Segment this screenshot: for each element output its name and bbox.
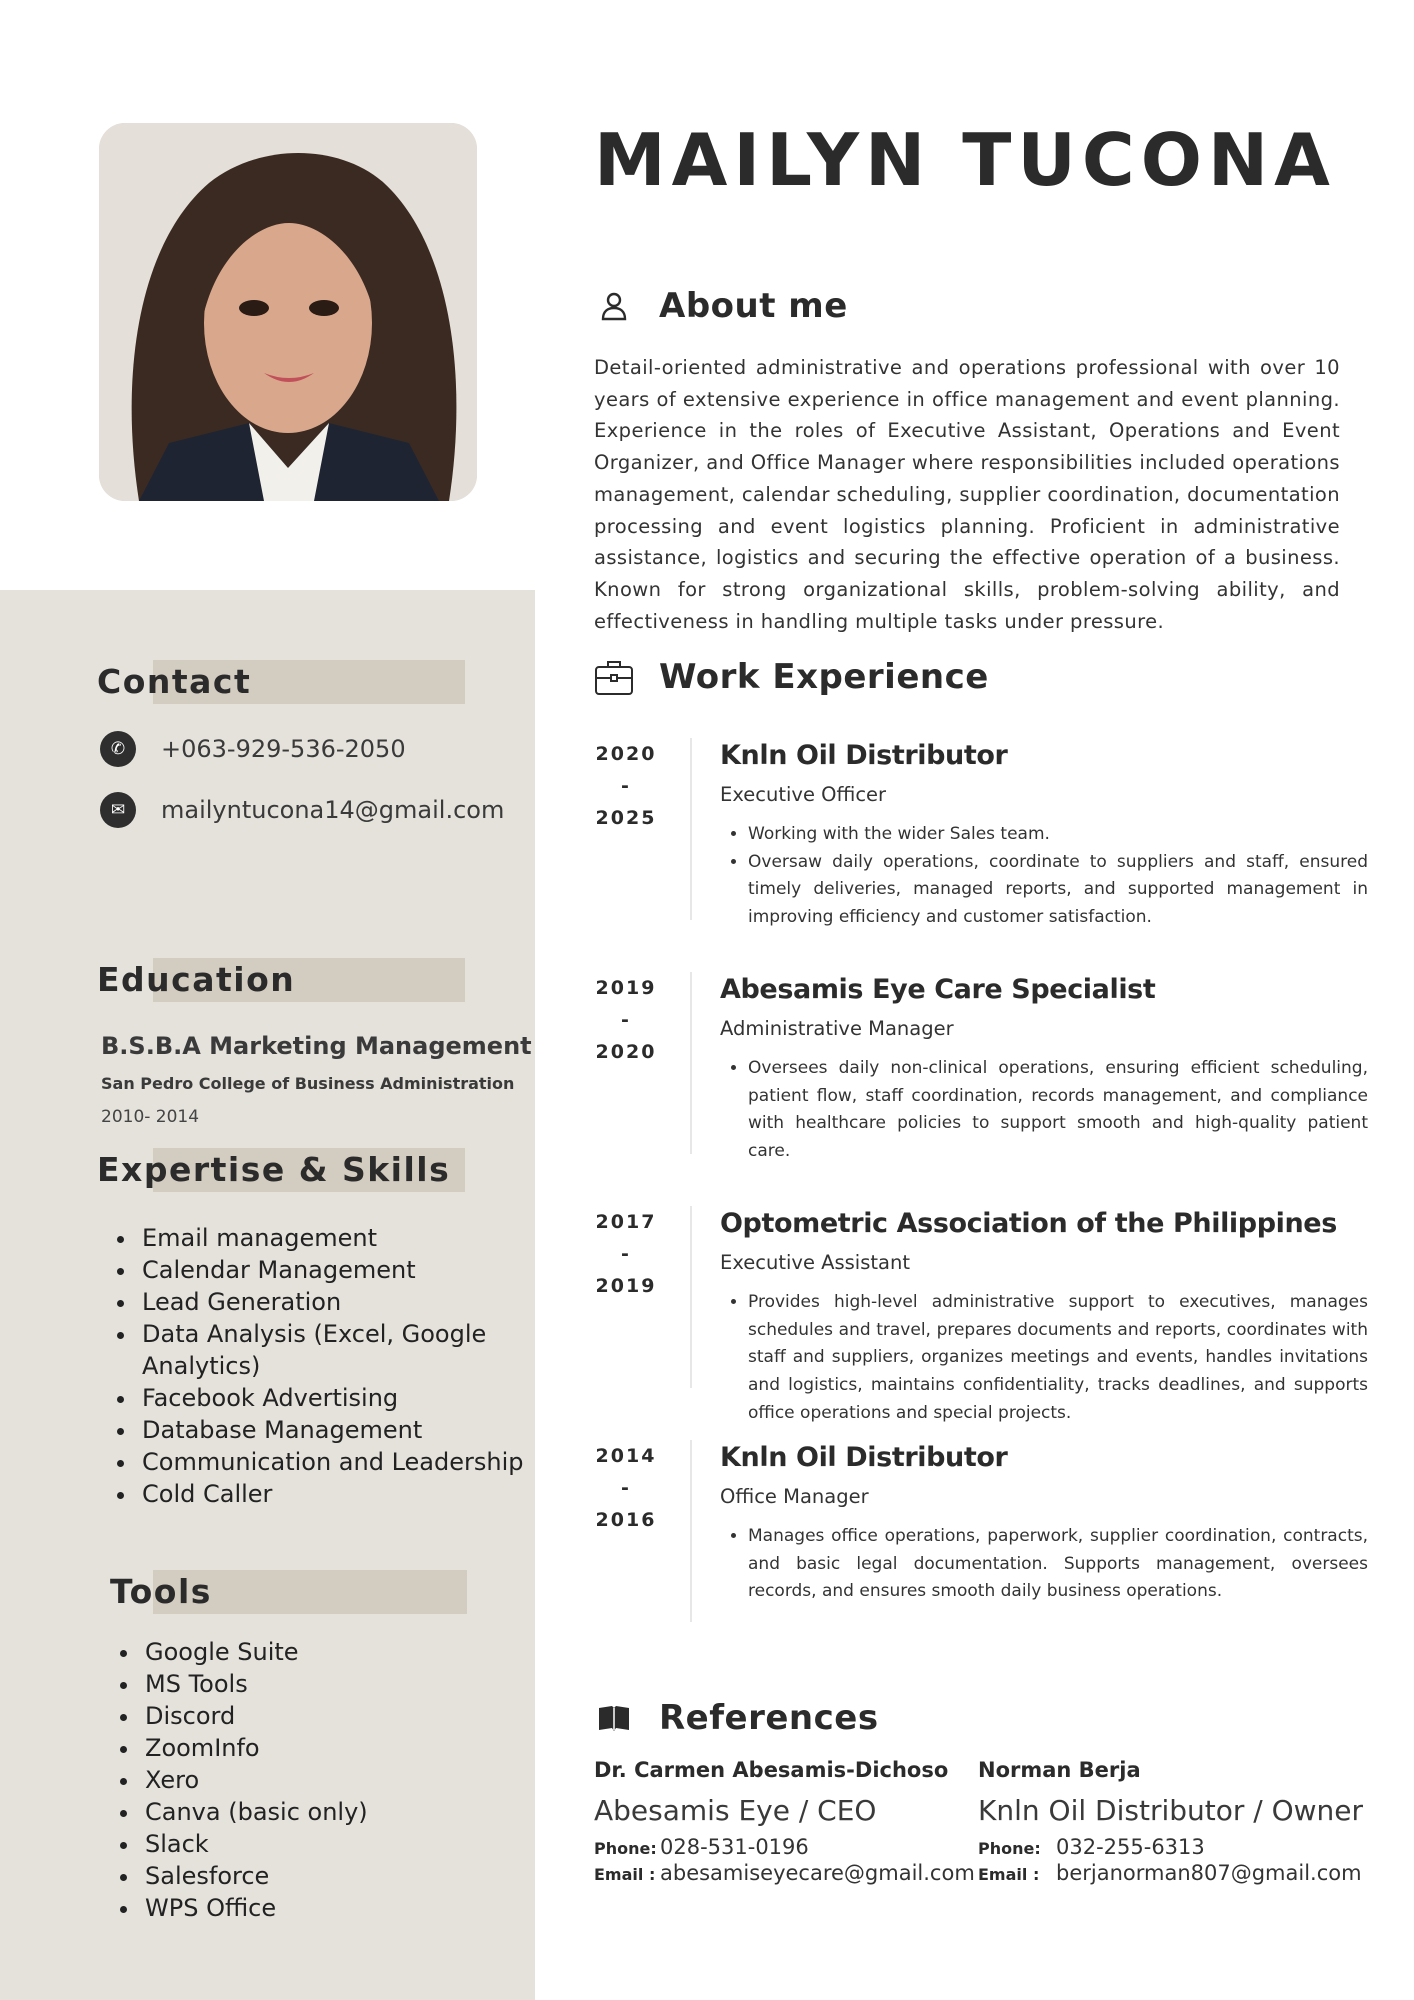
list-item: • ZoomInfo xyxy=(141,1732,521,1764)
reference-phone: 028-531-0196 xyxy=(660,1835,809,1859)
list-item: • Calendar Management xyxy=(138,1254,538,1286)
job-bullets xyxy=(720,821,1368,932)
references-heading: References xyxy=(659,1698,879,1738)
job-end-year: 2025 xyxy=(595,807,657,829)
job-bullets xyxy=(720,1523,1368,1606)
list-item: • Salesforce xyxy=(141,1860,521,1892)
list-item: • Manages office operations, paperwork, supplier coordination, contracts, and basic legal documentation. Supports management, oversees records, and ensures smooth daily business operations. xyxy=(748,1523,1368,1606)
list-item: • Cold Caller xyxy=(138,1478,538,1510)
list-item: • Lead Generation xyxy=(138,1286,538,1318)
year-separator: - xyxy=(621,1243,631,1265)
reference-email: abesamiseyecare@gmail.com xyxy=(660,1861,975,1885)
about-heading: About me xyxy=(659,286,848,326)
job-years xyxy=(580,972,672,1068)
list-item: • Discord xyxy=(141,1700,521,1732)
skills-heading: Expertise & Skills xyxy=(97,1150,451,1189)
reference-card xyxy=(594,1758,975,1885)
contact-email-row xyxy=(100,792,504,828)
list-item: • Google Suite xyxy=(141,1636,521,1668)
list-item: • Database Management xyxy=(138,1414,538,1446)
job-start-year: 2014 xyxy=(595,1445,657,1467)
contact-heading-block xyxy=(97,660,467,704)
reference-org: Knln Oil Distributor / Owner xyxy=(978,1794,1364,1827)
list-item: • Facebook Advertising xyxy=(138,1382,538,1414)
education-school: San Pedro College of Business Administration xyxy=(101,1074,515,1093)
work-heading: Work Experience xyxy=(659,657,989,697)
timeline-line xyxy=(690,1440,692,1622)
skills-heading-block xyxy=(97,1148,467,1192)
education-years: 2010- 2014 xyxy=(101,1107,200,1127)
year-separator: - xyxy=(621,1009,631,1031)
job-start-year: 2019 xyxy=(595,977,657,999)
list-item: • WPS Office xyxy=(141,1892,521,1924)
list-item: • Canva (basic only) xyxy=(141,1796,521,1828)
list-item: • Slack xyxy=(141,1828,521,1860)
tools-heading-block xyxy=(110,1570,467,1614)
list-item: • Email management xyxy=(138,1222,538,1254)
education-heading: Education xyxy=(97,960,296,999)
reference-name: Dr. Carmen Abesamis-Dichoso xyxy=(594,1758,949,1782)
job-role: Executive Officer xyxy=(720,783,887,806)
job-company: Knln Oil Distributor xyxy=(720,740,1008,771)
phone-icon: ✆ xyxy=(100,731,136,767)
year-separator: - xyxy=(621,775,631,797)
page-title: MAILYN TUCONA xyxy=(594,118,1336,202)
list-item: • Data Analysis (Excel, Google Analytics) xyxy=(138,1318,538,1382)
skills-list xyxy=(101,1222,538,1510)
job-role: Administrative Manager xyxy=(720,1017,954,1040)
email-label: Email : xyxy=(978,1865,1040,1884)
list-item: • Provides high-level administrative support to executives, manages schedules and travel, prepares documents and reports, coordinates with staff and suppliers, organizes meetings and events, handles invitations and logistics, maintains confidentiality, tracks deadlines, and supports office operations and special projects. xyxy=(748,1289,1368,1428)
job-bullets xyxy=(720,1055,1368,1166)
phone-label: Phone: xyxy=(978,1839,1041,1858)
education-degree: B.S.B.A Marketing Management xyxy=(101,1032,532,1060)
reference-phone-row xyxy=(594,1835,975,1859)
timeline-line xyxy=(690,1206,692,1388)
list-item: • Oversees daily non-clinical operations, ensuring efficient scheduling, patient flow, staff coordination, records management, and compliance with healthcare policies to support smooth and high-quality patient care. xyxy=(748,1055,1368,1166)
job-end-year: 2019 xyxy=(595,1275,657,1297)
job-company: Optometric Association of the Philippines xyxy=(720,1208,1337,1239)
reference-name: Norman Berja xyxy=(978,1758,1141,1782)
year-separator: - xyxy=(621,1477,631,1499)
reference-email-row xyxy=(594,1861,975,1885)
briefcase-icon xyxy=(594,657,634,697)
contact-phone-row xyxy=(100,731,406,767)
contact-phone: +063-929-536-2050 xyxy=(161,735,406,763)
job-years xyxy=(580,1206,672,1302)
timeline-line xyxy=(690,738,692,920)
job-years xyxy=(580,1440,672,1536)
job-end-year: 2016 xyxy=(595,1509,657,1531)
list-item: • Communication and Leadership xyxy=(138,1446,538,1478)
job-company: Knln Oil Distributor xyxy=(720,1442,1008,1473)
list-item: • MS Tools xyxy=(141,1668,521,1700)
contact-email: mailyntucona14@gmail.com xyxy=(161,796,505,824)
job-start-year: 2020 xyxy=(595,743,657,765)
reference-card xyxy=(978,1758,1363,1885)
education-heading-block xyxy=(97,958,467,1002)
email-icon: ✉ xyxy=(100,792,136,828)
list-item: • Oversaw daily operations, coordinate to suppliers and staff, ensured timely deliveries, managed reports, and supported management in improving efficiency and customer satisfaction. xyxy=(748,849,1368,932)
job-company: Abesamis Eye Care Specialist xyxy=(720,974,1156,1005)
timeline-line xyxy=(690,972,692,1154)
job-entry xyxy=(580,738,1368,928)
job-entry xyxy=(580,1440,1368,1630)
reference-email-row xyxy=(978,1861,1363,1885)
reference-phone: 032-255-6313 xyxy=(1056,1835,1205,1859)
job-end-year: 2020 xyxy=(595,1041,657,1063)
book-icon xyxy=(594,1698,634,1738)
job-start-year: 2017 xyxy=(595,1211,657,1233)
job-role: Office Manager xyxy=(720,1485,869,1508)
email-label: Email : xyxy=(594,1865,656,1884)
about-text: Detail-oriented administrative and operations professional with over 10 years of extensive experience in office management and event planning. Experience in the roles of Executive Assistant, Operations and Event Organizer, and Office Manager where responsibilities included operations management, calendar scheduling, supplier coordination, documentation processing and event logistics planning. Proficient in administrative assistance, logistics and securing the effective operation of a business. Known for strong organizational skills, problem-solving ability, and effectiveness in handling multiple tasks under pressure. xyxy=(594,356,1340,633)
phone-label: Phone: xyxy=(594,1839,657,1858)
job-bullets xyxy=(720,1289,1368,1428)
about-heading-block xyxy=(594,286,848,326)
reference-org: Abesamis Eye / CEO xyxy=(594,1794,877,1827)
reference-phone-row xyxy=(978,1835,1363,1859)
job-years xyxy=(580,738,672,834)
job-role: Executive Assistant xyxy=(720,1251,910,1274)
user-icon xyxy=(594,286,634,326)
list-item: • Xero xyxy=(141,1764,521,1796)
reference-email: berjanorman807@gmail.com xyxy=(1056,1861,1362,1885)
tools-list xyxy=(104,1636,521,1924)
list-item: • Working with the wider Sales team. xyxy=(748,821,1368,849)
work-heading-block xyxy=(594,657,989,697)
job-entry xyxy=(580,972,1368,1162)
tools-heading: Tools xyxy=(110,1572,212,1611)
references-heading-block xyxy=(594,1698,879,1738)
job-entry xyxy=(580,1206,1368,1423)
contact-heading: Contact xyxy=(97,662,252,701)
profile-photo xyxy=(99,123,477,501)
